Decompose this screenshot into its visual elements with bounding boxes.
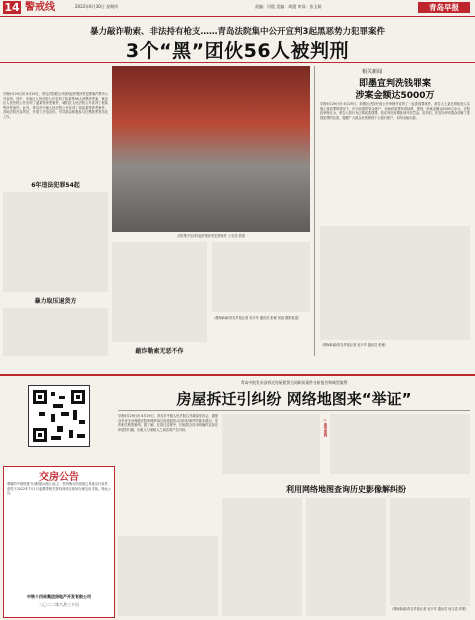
notice-issuer: 中铁十四局集团房地产开发有限公司 bbox=[27, 594, 91, 599]
page-header bbox=[0, 0, 475, 17]
bottom-story-col5 bbox=[306, 498, 386, 616]
newspaper-logo: 青岛早报 bbox=[418, 2, 470, 13]
top-story-body-col1 bbox=[3, 192, 108, 292]
sidebar-body-more bbox=[320, 226, 470, 340]
bottom-subhead: 利用网络地图查询历史影像解纠纷 bbox=[286, 485, 406, 494]
page-number: 14 bbox=[4, 1, 20, 14]
sidebar-headline-2: 涉案金额达5000万 bbox=[355, 91, 435, 101]
related-tag: 相关新闻 bbox=[362, 69, 383, 75]
top-story-kicker: 暴力敲诈勒索、非法持有枪支……青岛法院集中公开宣判3起黑恶势力犯罪案件 bbox=[90, 27, 385, 37]
top-story-credit: （观海新闻/青岛早报记者 吴丰华 通讯员 张俊 刘清 摄影报道） bbox=[212, 316, 302, 320]
photo-caption: 法院集中宣判3起涉黑涉恶犯罪案件 公安局 供图 bbox=[177, 234, 245, 238]
bottom-story-col3 bbox=[330, 414, 470, 474]
editors-line: 责编：闫俊 美编：周震 审读：张玉娟 bbox=[255, 4, 322, 9]
case-side-label: ◎ 典型案例 bbox=[323, 418, 327, 437]
top-story-body-col3 bbox=[212, 242, 310, 312]
top-story-headline: 3个“黑”团伙56人被判刑 bbox=[125, 40, 350, 62]
bottom-story-lead: 早报6月29日讯 6月29日，青岛市中级人民法院召开新闻发布会，通报近年来全市两级法院审理涉拆迁房屋租赁合同纠纷案件的基本情况，发布相关典型案例。据了解，在拆迁过程中，因租赁合同未明确约定拆迁补偿的归属，出租人与承租人之间容易产生纠纷。 bbox=[118, 414, 218, 432]
sidebar-credit: （观海新闻/青岛早报记者 吴丰华 通讯员 张俊） bbox=[320, 343, 388, 347]
top-story-lead: 早报6月29日讯 6月29日，青岛法院联合开展3起涉黑涉恶犯罪案件集中公开宣判。其中，市南区人民法院公开宣判了张某等56人涉黑涉恶案，黄岛区人民法院公开宣判了逯某等涉恶案件，城阳区人民法院公开宣判了程某等涉恶案件。此外，青岛市中级人民法院公开宣判了周某某等涉恶案件。各地法院在宣判后，开展了法治宣传，引导群众积极参与扫黑除恶常态化工作。 bbox=[3, 92, 108, 119]
bottom-story-col1b bbox=[118, 536, 218, 616]
top-story-body-col2 bbox=[112, 242, 207, 342]
column-divider bbox=[314, 66, 315, 356]
issue-date: 2022年6月30日 星期四 bbox=[75, 4, 119, 9]
section-divider bbox=[0, 374, 475, 376]
subhead-2: 暴力取压退货方 bbox=[34, 298, 77, 305]
section-title: 警戒线 bbox=[25, 2, 55, 13]
notice-body: 尊敬的中国铁建·东城国际(西区)业主：您所购买的房屋已具备交付条件，请您于2022年7月1日起携带相关资料到项目现场办理交房手续。特此公告。 bbox=[7, 482, 111, 496]
bottom-story-credit: （观海新闻/青岛早报记者 吴丰华 通讯员 何文清 印歌） bbox=[390, 607, 469, 611]
top-story-body-col1b bbox=[3, 308, 108, 356]
subhead-1: 6年违法犯罪54起 bbox=[31, 182, 80, 189]
qr-code bbox=[28, 385, 90, 447]
subhead-3: 敲诈勒索无恶不作 bbox=[135, 348, 184, 355]
bottom-story-col2 bbox=[222, 414, 320, 474]
bottom-story-col4 bbox=[222, 498, 302, 616]
sidebar-body: 早报6月29日讯 6月29日，即墨区法院开庭公开审理并宣判了一起洗钱罪案件。被告人王某在明知他人实施上游犯罪的情况下，仍为其提供资金账户，协助将犯罪所得转移、提现，涉案金额达5000万余元。法院经审理认为，被告人的行为已构成洗钱罪，依法判处有期徒刑并处罚金。宣判后，法官向旁听群众讲解了洗钱犯罪的危害，提醒广大群众妥善保管个人银行账户，切勿出租出借。 bbox=[320, 102, 470, 120]
notice-title: 交房公告 bbox=[39, 472, 79, 483]
sidebar-headline-1: 即墨宣判洗钱罪案 bbox=[358, 79, 431, 89]
bottom-story-kicker: 青岛中院发布涉拆迁房屋租赁合同纠纷案件分析报告和典型案例 bbox=[240, 380, 348, 385]
bottom-story-headline: 房屋拆迁引纠纷 网络地图来“举证” bbox=[176, 390, 412, 408]
notice-date: 二〇二二年六月三十日 bbox=[39, 602, 79, 607]
bottom-story-col6 bbox=[390, 498, 470, 606]
bottom-headline-divider bbox=[118, 410, 470, 411]
headline-divider bbox=[0, 62, 475, 63]
courtroom-photo bbox=[112, 66, 310, 232]
